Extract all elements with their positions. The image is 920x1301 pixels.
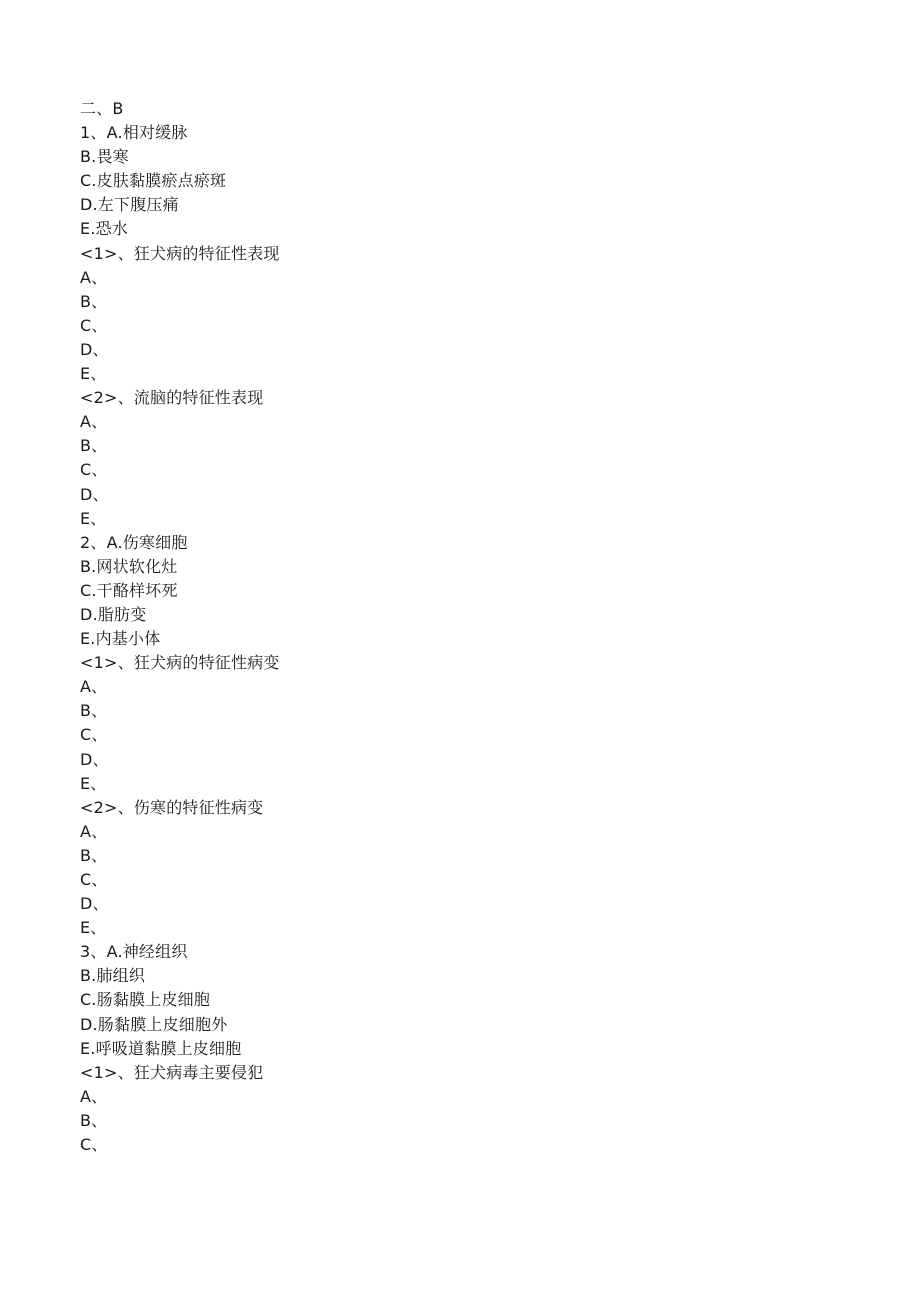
text-line: C、 bbox=[80, 870, 108, 889]
text-line: D.肠黏膜上皮细胞外 bbox=[80, 1014, 228, 1034]
text-line: <2>、流脑的特征性表现 bbox=[80, 388, 264, 408]
text-line: B.畏寒 bbox=[80, 147, 129, 167]
text-line: <1>、狂犬病的特征性病变 bbox=[80, 653, 280, 673]
text-line: E、 bbox=[80, 773, 107, 793]
text-line: C、 bbox=[80, 725, 108, 745]
text-line: 2、A.伤寒细胞 bbox=[80, 532, 188, 552]
text-line: B、 bbox=[80, 701, 108, 721]
text-line: B、 bbox=[80, 436, 108, 456]
text-line: A、 bbox=[80, 412, 108, 432]
text-line: D.左下腹压痛 bbox=[80, 195, 179, 215]
text-line: D、 bbox=[80, 339, 109, 359]
text-line: 二、B bbox=[80, 99, 124, 118]
text-line: D、 bbox=[80, 749, 109, 769]
text-line: C、 bbox=[80, 1135, 108, 1155]
text-line: D、 bbox=[80, 484, 109, 504]
text-line: 3、A.神经组织 bbox=[80, 942, 188, 962]
text-line: A、 bbox=[80, 677, 108, 697]
text-line: D、 bbox=[80, 894, 109, 914]
text-line: <1>、狂犬病毒主要侵犯 bbox=[80, 1062, 264, 1082]
text-line: C、 bbox=[80, 460, 108, 480]
text-line: A、 bbox=[80, 1086, 108, 1106]
text-line: E.恐水 bbox=[80, 219, 128, 239]
text-line: <2>、伤寒的特征性病变 bbox=[80, 797, 264, 817]
text-line: B.网状软化灶 bbox=[80, 556, 178, 576]
text-line: C、 bbox=[80, 315, 108, 335]
text-line: B、 bbox=[80, 845, 108, 865]
text-line: E、 bbox=[80, 508, 107, 528]
text-line: 1、A.相对缓脉 bbox=[80, 123, 188, 143]
text-line: E、 bbox=[80, 918, 107, 938]
text-line: E.内基小体 bbox=[80, 629, 161, 649]
text-line: <1>、狂犬病的特征性表现 bbox=[80, 243, 280, 263]
text-line: D.脂肪变 bbox=[80, 604, 147, 624]
text-line: C.皮肤黏膜瘀点瘀斑 bbox=[80, 171, 227, 191]
text-line: C.肠黏膜上皮细胞 bbox=[80, 990, 211, 1010]
text-line: E.呼吸道黏膜上皮细胞 bbox=[80, 1038, 242, 1058]
text-line: B.肺组织 bbox=[80, 966, 146, 986]
document-body bbox=[80, 97, 840, 1157]
text-line: C.干酪样坏死 bbox=[80, 580, 178, 600]
text-line: B、 bbox=[80, 291, 108, 311]
text-line: E、 bbox=[80, 364, 107, 384]
text-line: A、 bbox=[80, 267, 108, 287]
text-line: A、 bbox=[80, 821, 108, 841]
text-line: B、 bbox=[80, 1110, 108, 1130]
